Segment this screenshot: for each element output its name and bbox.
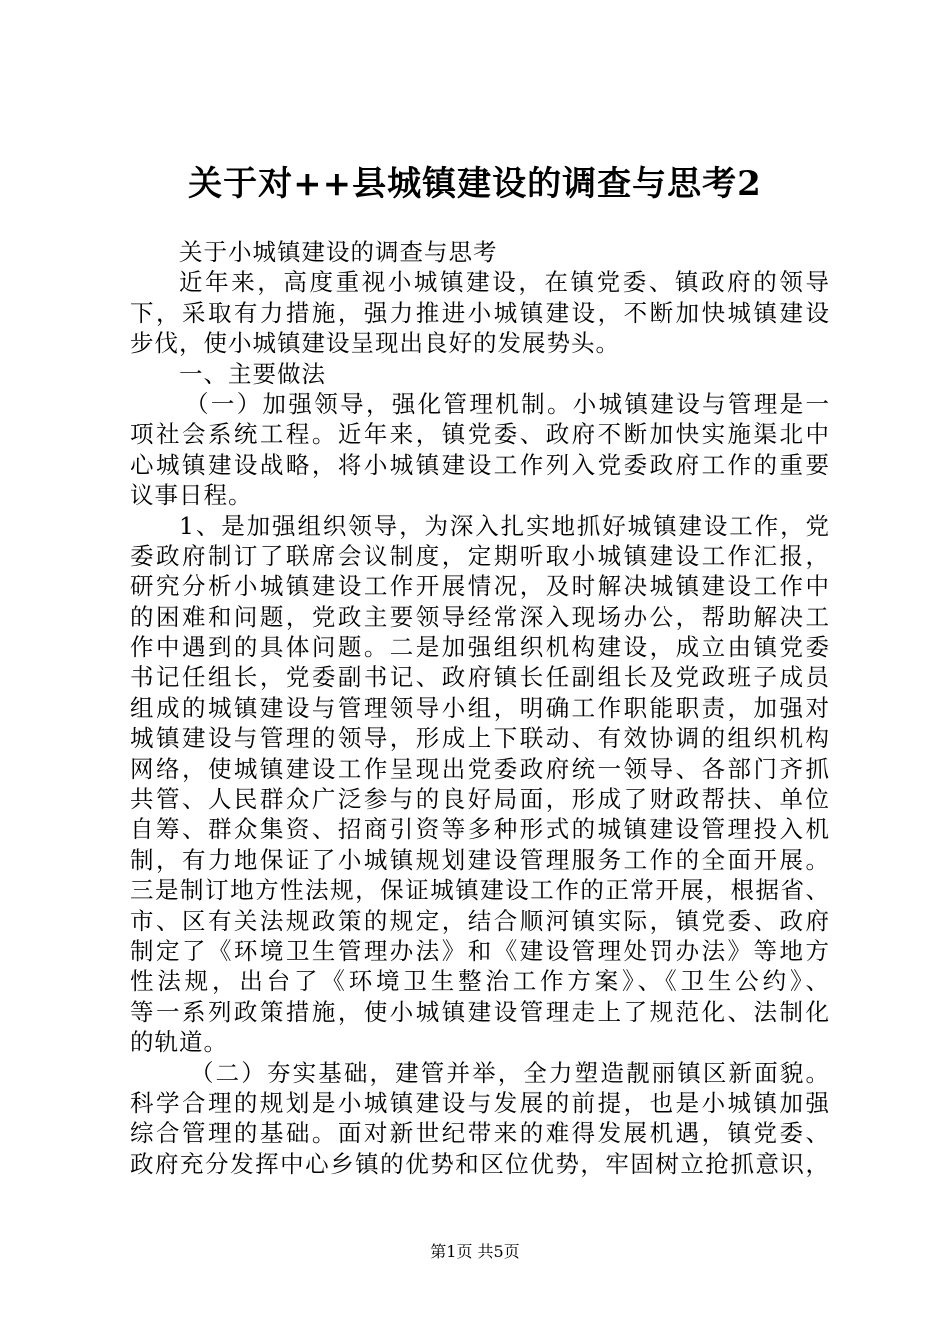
text-line: 性法规，出台了《环境卫生整治工作方案》、《卫生公约》、: [130, 967, 830, 996]
text-line: 关于小城镇建设的调查与思考: [179, 238, 498, 266]
text-line: 制定了《环境卫生管理办法》和《建设管理处罚办法》等地方: [130, 936, 830, 965]
text-line: 近年来，高度重视小城镇建设，在镇党委、镇政府的领导: [179, 268, 830, 297]
text-line: 研究分析小城镇建设工作开展情况，及时解决城镇建设工作中: [130, 572, 830, 601]
text-line: （二）夯实基础，建管并举，全力塑造靓丽镇区新面貌。: [190, 1058, 830, 1087]
text-line: 城镇建设与管理的领导，形成上下联动、有效协调的组织机构: [130, 724, 830, 753]
text-line: 自筹、群众集资、招商引资等多种形式的城镇建设管理投入机: [130, 815, 830, 844]
text-line: 政府充分发挥中心乡镇的优势和区位优势，牢固树立抢抓意识，: [130, 1149, 830, 1178]
text-line: 1、是加强组织领导，为深入扎实地抓好城镇建设工作，党: [179, 511, 830, 540]
text-line: 三是制订地方性法规，保证城镇建设工作的正常开展，根据省、: [130, 876, 830, 905]
text-line: 委政府制订了联席会议制度，定期听取小城镇建设工作汇报，: [130, 541, 830, 570]
page-footer: 第1页 共5页: [430, 1242, 520, 1261]
text-line: 议事日程。: [130, 481, 253, 510]
text-line: 网络，使城镇建设工作呈现出党委政府统一领导、各部门齐抓: [130, 754, 830, 783]
text-line: 组成的城镇建设与管理领导小组，明确工作职能职责，加强对: [130, 693, 830, 722]
text-line: 作中遇到的具体问题。二是加强组织机构建设，成立由镇党委: [130, 633, 830, 662]
document-body: [130, 237, 830, 1179]
text-line: 下，采取有力措施，强力推进小城镇建设，不断加快城镇建设: [130, 298, 830, 327]
text-line: 的轨道。: [130, 1028, 228, 1057]
text-line: 项社会系统工程。近年来，镇党委、政府不断加快实施渠北中: [130, 420, 830, 449]
text-line: （一）加强领导，强化管理机制。小城镇建设与管理是一: [185, 389, 830, 418]
text-line: 步伐，使小城镇建设呈现出良好的发展势头。: [130, 329, 620, 358]
text-line: 共管、人民群众广泛参与的良好局面，形成了财政帮扶、单位: [130, 785, 830, 814]
document-title: 关于对++县城镇建设的调查与思考2: [188, 164, 762, 204]
text-line: 心城镇建设战略，将小城镇建设工作列入党委政府工作的重要: [130, 450, 830, 479]
text-line: 制，有力地保证了小城镇规划建设管理服务工作的全面开展。: [130, 845, 830, 874]
text-line: 科学合理的规划是小城镇建设与发展的前提，也是小城镇加强: [130, 1088, 830, 1117]
text-line: 综合管理的基础。面对新世纪带来的难得发展机遇，镇党委、: [130, 1119, 830, 1148]
text-line: 的困难和问题，党政主要领导经常深入现场办公，帮助解决工: [130, 602, 830, 631]
text-line: 市、区有关法规政策的规定，结合顺河镇实际，镇党委、政府: [130, 906, 830, 935]
text-line: 一、主要做法: [179, 359, 326, 388]
text-line: 书记任组长，党委副书记、政府镇长任副组长及党政班子成员: [130, 663, 830, 692]
text-line: 等一系列政策措施，使小城镇建设管理走上了规范化、法制化: [130, 997, 830, 1026]
